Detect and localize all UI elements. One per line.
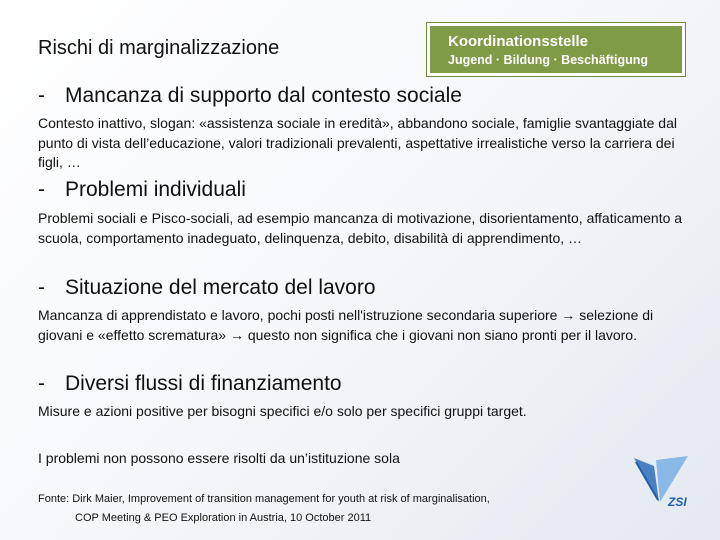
zsi-logo-icon <box>630 452 692 512</box>
conclusion-note: I problemi non possono essere risolti da un’istituzione sola <box>38 450 400 466</box>
section-heading-text: Diversi flussi di finanziamento <box>65 372 342 395</box>
logo-line-2: Jugend · Bildung · Beschäftigung <box>448 53 648 67</box>
source-citation <box>38 490 490 528</box>
zsi-logo-text: ZSI <box>668 495 687 509</box>
koordinationsstelle-logo <box>426 22 686 77</box>
section-heading-text: Problemi individuali <box>65 178 246 201</box>
source-line-1: Fonte: Dirk Maier, Improvement of transition management for youth at risk of marginalisation, <box>38 493 490 505</box>
bullet-dash: - <box>38 372 45 395</box>
section-heading-social-context <box>38 84 462 108</box>
source-line-2: COP Meeting & PEO Exploration in Austria, 10 October 2011 <box>75 512 372 524</box>
section-heading-labour-market <box>38 276 376 300</box>
section-text-funding-streams: Misure e azioni positive per bisogni specifici e/o solo per specifici gruppi target. <box>38 403 527 419</box>
logo-line-1: Koordinationsstelle <box>448 33 589 50</box>
section-heading-individual-problems <box>38 178 246 202</box>
section-heading-text: Mancanza di supporto dal contesto sociale <box>65 84 462 107</box>
section-heading-funding-streams <box>38 372 342 396</box>
bullet-dash: - <box>38 178 45 201</box>
section-text-labour-market: Mancanza di apprendistato e lavoro, pochi posti nell'istruzione secondaria superiore → selezione di giovani e «effetto scrematura» → questo non significa che i giovani non siano pronti per il lavoro. <box>38 307 654 343</box>
section-heading-text: Situazione del mercato del lavoro <box>65 276 376 299</box>
bullet-dash: - <box>38 276 45 299</box>
slide-title: Rischi di marginalizzazione <box>38 37 280 59</box>
logo-banner <box>430 26 682 73</box>
bullet-dash: - <box>38 84 45 107</box>
section-text-social-context: Contesto inattivo, slogan: «assistenza sociale in eredità», abbandono sociale, famiglie svantaggiate dal punto di vista dell’educazione, valori tradizionali prevalenti, aspettative irrealistiche verso la carriera dei figli, … <box>38 115 677 170</box>
section-text-individual-problems: Problemi sociali e Pisco-sociali, ad esempio mancanza di motivazione, disorientamento, affaticamento a scuola, comportamento inadeguato, delinquenza, debito, disabilità di apprendimento, … <box>38 210 683 246</box>
